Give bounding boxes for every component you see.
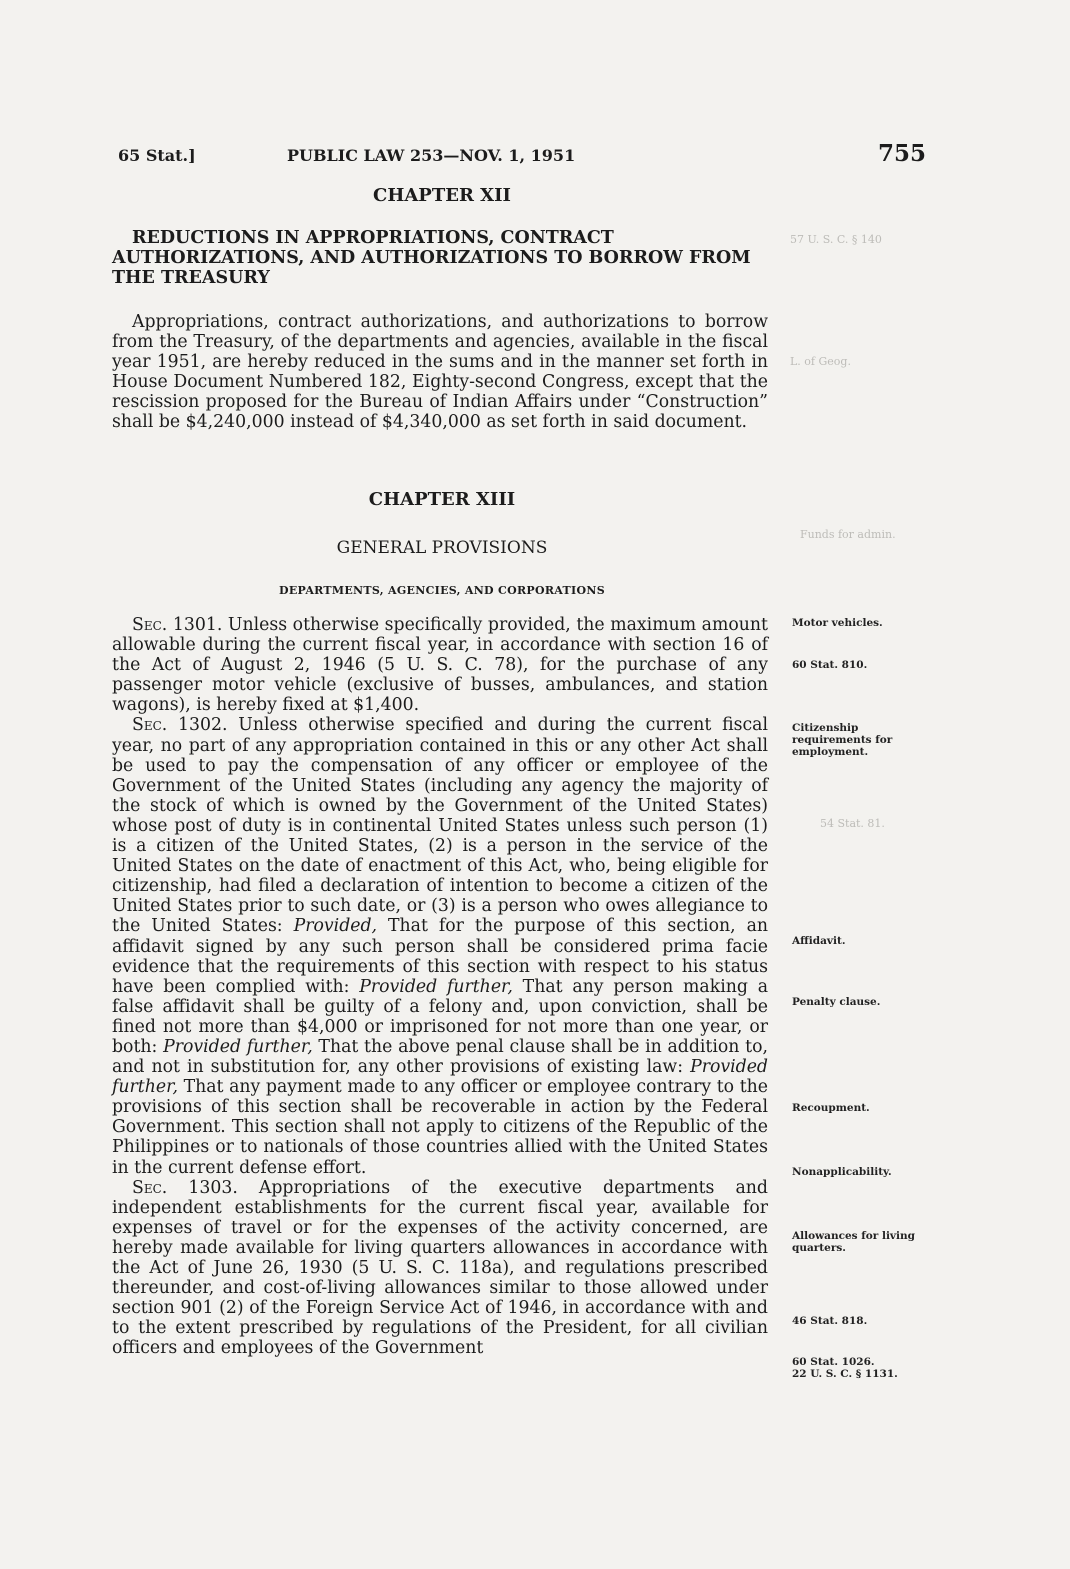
chapter-12-title: REDUCTIONS IN APPROPRIATIONS, CONTRACT AUTHORIZATIONS, AND AUTHORIZATIONS TO BORROW FROM THE TREASURY	[112, 228, 751, 288]
chapter-12-block	[112, 228, 768, 433]
bleed-through-mark: L. of Geog.	[790, 355, 851, 368]
margin-note-affidavit: Affidavit.	[792, 935, 846, 947]
section-text: That any payment made to any officer or employee contrary to the provisions of this section shall be recoverable in action by the Federal Government. This section shall not apply to citizens of the Republic of the Philippines or to nationals of those countries allied with the United States in the current defense effort.	[112, 1077, 768, 1178]
section-text: That the above penal clause shall be in addition to, and not in substitution for, any other provisions of existing law:	[112, 1036, 769, 1078]
section-text: Unless otherwise specified and during the current fiscal year, no part of any appropriation contained in this or any other Act shall be used to pay the compensation of any officer or employee of the Government of the United States (including any agency the majority of the stock of which is owned by the Government of the United States) whose post of duty is in continental United States unless such person (1) is a citizen of the United States, (2) is a person in the service of the United States on the date of enactment of this Act, who, being eligible for citizenship, had filed a declaration of intention to become a citizen of the United States prior to such date, or (3) is a person who owes allegiance to the United States:	[112, 715, 768, 937]
section-text: That any person making a false affidavit shall be guilty of a felony and, upon conviction, shall be fined not more than $4,000 or imprisoned for not more than one year, or both:	[112, 976, 768, 1057]
running-head-left: 65 Stat.]	[118, 146, 196, 165]
chapter-13-number: CHAPTER XIII	[368, 489, 516, 510]
proviso: Provided further,	[112, 1057, 768, 1098]
margin-note-allowances: Allowances for living quarters.	[792, 1230, 915, 1254]
bleed-through-mark: 57 U. S. C. § 140	[790, 233, 882, 246]
margin-note-penalty: Penalty clause.	[792, 996, 881, 1008]
chapter-12-number: CHAPTER XII	[373, 185, 511, 206]
proviso: Provided further,	[359, 976, 513, 997]
section-1301	[112, 615, 768, 715]
running-head-title: PUBLIC LAW 253—NOV. 1, 1951	[287, 146, 576, 165]
bleed-through-mark: 54 Stat. 81.	[820, 817, 885, 830]
margin-note-stat-1026: 60 Stat. 1026.	[792, 1356, 875, 1368]
margin-note-recoupment: Recoupment.	[792, 1102, 870, 1114]
proviso: Provided,	[293, 916, 378, 937]
section-label: Sec. 1303.	[132, 1177, 238, 1198]
section-label: Sec. 1301.	[132, 615, 223, 635]
section-text: That for the purpose of this section, an affidavit signed by any such person shall be considered prima facie evidence that the requirements of this section with respect to his status have been complied with:	[112, 916, 769, 997]
margin-note-stat-810: 60 Stat. 810.	[792, 659, 868, 671]
margin-note-stat-818: 46 Stat. 818.	[792, 1315, 868, 1327]
section-1302	[112, 715, 768, 1177]
chapter-12-paragraph: Appropriations, contract authorizations, and authorizations to borrow from the Treasury, of the departments and agencies, available in the fiscal year 1951, are hereby reduced in the sums and in the manner set forth in House Document Numbered 182, Eighty-second Congress, except that the rescission proposed for the Bureau of Indian Affairs under “Construction” shall be $4,240,000 instead of $4,340,000 as set forth in said document.	[112, 312, 768, 433]
section-label: Sec. 1302.	[132, 715, 228, 736]
margin-note-motor-vehicles: Motor vehicles.	[792, 617, 883, 629]
section-1303	[112, 1178, 768, 1359]
section-text: Appropriations of the executive departments and independent establishments for the current fiscal year, available for expenses of travel or for the expenses of the activity concerned, are hereby made available for living quarters allowances in accordance with the Act of June 26, 1930 (5 U. S. C. 118a), and regulations prescribed thereunder, and cost-of-living allowances similar to those allowed under section 901 (2) of the Foreign Service Act of 1946, in accordance with and to the extent prescribed by regulations of the President, for all civilian officers and employees of the Government	[112, 1177, 768, 1359]
page-number: 755	[878, 140, 927, 167]
proviso: Provided further,	[163, 1036, 313, 1057]
chapter-13-title: GENERAL PROVISIONS	[336, 538, 548, 558]
chapter-13-subtitle: DEPARTMENTS, AGENCIES, AND CORPORATIONS	[279, 584, 605, 597]
margin-note-nonapplicability: Nonapplicability.	[792, 1166, 892, 1178]
margin-note-usc-1131: 22 U. S. C. § 1131.	[792, 1368, 898, 1380]
section-text: Unless otherwise specifically provided, the maximum amount allowable during the current fiscal year, in accordance with section 16 of the Act of August 2, 1946 (5 U. S. C. 78), for the purchase of any passenger motor vehicle (exclusive of busses, ambulances, and station wagons), is hereby fixed at $1,400.	[112, 615, 768, 716]
bleed-through-mark: Funds for admin.	[800, 528, 896, 541]
sections-block	[112, 615, 768, 1358]
margin-note-citizenship: Citizenship requirements for employment.	[792, 722, 893, 758]
